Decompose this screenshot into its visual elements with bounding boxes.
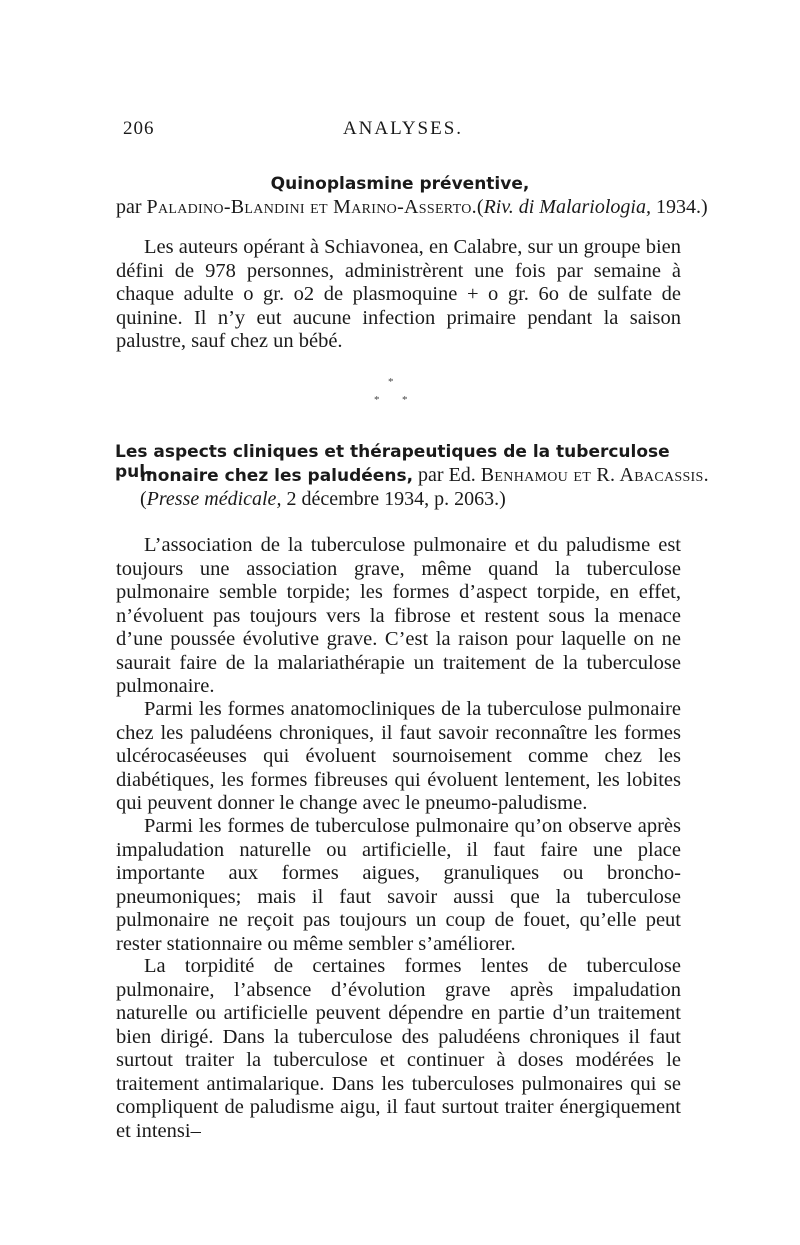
article2-paragraph-2: Parmi les formes anatomocliniques de la tuberculose pulmonaire chez les paludéens chroniques, il faut savoir reconnaître les formes ulcérocaséeuses qui évoluent sournoisement comme chez les diabétiques, les formes fibreuses qui évoluent lentement, les lobites qui peuvent donner le change avec le pneumo-paludisme. bbox=[116, 698, 681, 814]
source-open: ( bbox=[140, 488, 147, 510]
running-head bbox=[123, 118, 683, 142]
byline-prefix: par bbox=[116, 196, 142, 218]
article2-journal: Presse médicale, bbox=[146, 488, 282, 510]
article1-authors: Paladino-Blandini et Marino-Asserto. bbox=[146, 196, 477, 218]
article2-date-page: 2 décembre 1934, p. 2063.) bbox=[281, 488, 506, 510]
separator-star: * bbox=[374, 394, 380, 406]
article1-year: 1934.) bbox=[650, 196, 708, 218]
article1-byline bbox=[116, 196, 708, 219]
article2-title-line1: Les aspects cliniques et thérapeutiques de la tuberculose pul- bbox=[115, 442, 670, 482]
article2-byline bbox=[140, 464, 709, 487]
page-number: 206 bbox=[123, 118, 155, 139]
article2-title-line2: monaire chez les paludéens, bbox=[140, 466, 414, 486]
article1-paragraph-1: Les auteurs opérant à Schiavonea, en Calabre, sur un groupe bien défini de 978 personnes, administrèrent une fois par semaine à chaque adulte o gr. o2 de plasmoquine + o gr. 6o de sulfate de quinine. Il n’y eut aucune infection primaire pendant la saison palustre, sauf chez un bébé. bbox=[116, 236, 681, 352]
separator-star: * bbox=[388, 376, 394, 388]
section-separator bbox=[372, 376, 412, 416]
source-open: ( bbox=[476, 196, 484, 218]
separator-star: * bbox=[402, 394, 408, 406]
byline-prefix: par Ed. bbox=[413, 464, 481, 486]
article1-title: Quinoplasmine préventive, bbox=[270, 174, 530, 194]
article2-authors: Benhamou et R. Abacassis. bbox=[480, 464, 709, 486]
article1-journal: Riv. di Malariologia, bbox=[483, 196, 651, 218]
article2-source bbox=[140, 488, 710, 511]
article2-paragraph-3: Parmi les formes de tuberculose pulmonaire qu’on observe après impaludation naturelle ou artificielle, il faut faire une place importante aux formes aigues, granuliques ou broncho-pneumoniques; mais il faut savoir aussi que la tuberculose pulmonaire ne reçoit pas toujours un coup de fouet, qu’elle peut rester stationnaire ou même sembler s’améliorer. bbox=[116, 815, 681, 955]
article2-paragraph-4: La torpidité de certaines formes lentes de tuberculose pulmonaire, l’absence d’évolution grave après impaludation naturelle ou artificielle peuvent dépendre en partie d’un traitement bien dirigé. Dans la tuberculose des paludéens chroniques il faut surtout traiter la tuberculose et continuer à doses modérées le traitement antimalarique. Dans les tuberculoses pulmonaires qui se compliquent de paludisme aigu, il faut surtout traiter énergiquement et intensi– bbox=[116, 955, 681, 1142]
article2-paragraph-1: L’association de la tuberculose pulmonaire et du paludisme est toujours une association grave, même quand la tuberculose pulmonaire semble torpide; les formes d’aspect torpide, en effet, n’évoluent pas toujours vers la fibrose et restent sous la menace d’une poussée évolutive grave. C’est la raison pour laquelle on ne saurait faire de la malariathérapie un traitement de la tuberculose pulmonaire. bbox=[116, 534, 681, 697]
running-title: ANALYSES. bbox=[342, 118, 464, 139]
